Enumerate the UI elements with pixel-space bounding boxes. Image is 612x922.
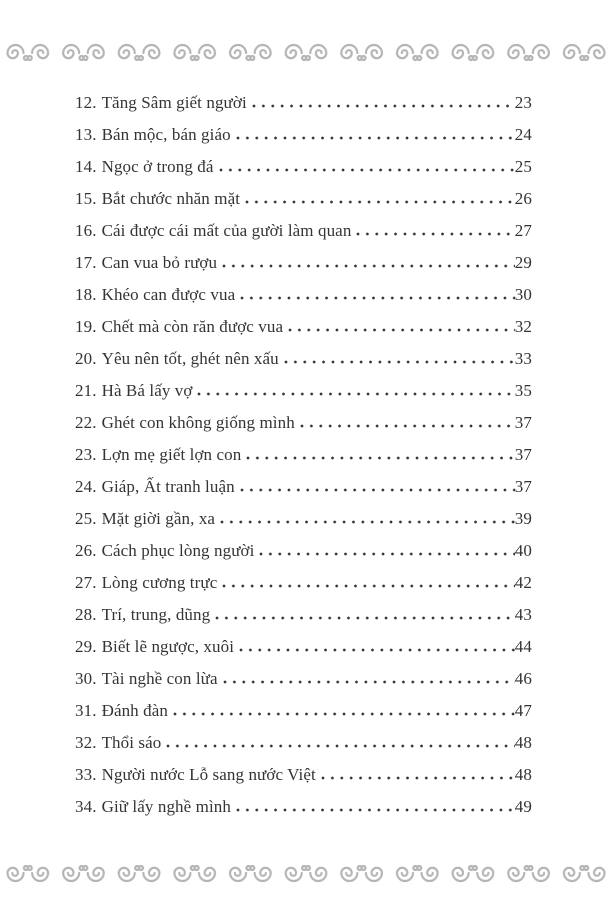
entry-number: 22.: [75, 413, 97, 432]
entry-title: Bán mộc, bán giáo: [101, 125, 231, 144]
toc-entry[interactable]: [75, 669, 532, 701]
dot-leader: [284, 360, 515, 364]
dot-leader: [223, 680, 515, 684]
dot-leader: [173, 712, 515, 716]
entry-title: Bắt chước nhăn mặt: [101, 189, 241, 208]
entry-title: Đánh đàn: [101, 701, 168, 720]
entry-page-number: 25: [514, 157, 532, 176]
entry-number: 30.: [75, 669, 97, 688]
dot-leader: [321, 776, 515, 780]
toc-entry[interactable]: [75, 221, 532, 253]
entry-title: Ngọc ở trong đá: [101, 157, 214, 176]
toc-entry[interactable]: [75, 509, 532, 541]
entry-title: Thổi sáo: [101, 733, 162, 752]
toc-entry[interactable]: [75, 573, 532, 605]
entry-page-number: 23: [514, 93, 532, 112]
entry-title: Yêu nên tốt, ghét nên xấu: [101, 349, 279, 368]
entry-number: 34.: [75, 797, 97, 816]
dot-leader: [236, 136, 515, 140]
toc-entry[interactable]: [75, 765, 532, 797]
entry-number: 33.: [75, 765, 97, 784]
dot-leader: [245, 200, 515, 204]
dot-leader: [239, 648, 515, 652]
entry-number: 13.: [75, 125, 97, 144]
toc-entry[interactable]: [75, 317, 532, 349]
toc-entry[interactable]: [75, 733, 532, 765]
entry-title: Cách phục lòng người: [101, 541, 255, 560]
entry-title: Trí, trung, dũng: [101, 605, 211, 624]
entry-number: 28.: [75, 605, 97, 624]
entry-number: 15.: [75, 189, 97, 208]
entry-page-number: 32: [514, 317, 532, 336]
entry-page-number: 37: [514, 413, 532, 432]
entry-number: 20.: [75, 349, 97, 368]
entry-page-number: 26: [514, 189, 532, 208]
entry-page-number: 27: [514, 221, 532, 240]
entry-number: 27.: [75, 573, 97, 592]
dot-leader: [222, 584, 514, 588]
entry-number: 26.: [75, 541, 97, 560]
entry-page-number: 39: [514, 509, 532, 528]
entry-page-number: 43: [514, 605, 532, 624]
dot-leader: [246, 456, 514, 460]
entry-title: Chết mà còn răn được vua: [101, 317, 284, 336]
entry-number: 16.: [75, 221, 97, 240]
ornamental-border-top: [0, 40, 612, 64]
entry-page-number: 37: [514, 445, 532, 464]
toc-entry[interactable]: [75, 637, 532, 669]
entry-number: 21.: [75, 381, 97, 400]
toc-entry[interactable]: [75, 541, 532, 573]
toc-entry[interactable]: [75, 701, 532, 733]
entry-title: Tăng Sâm giết người: [101, 93, 247, 112]
entry-page-number: 30: [514, 285, 532, 304]
dot-leader: [240, 488, 515, 492]
dot-leader: [300, 424, 515, 428]
toc-entry[interactable]: [75, 413, 532, 445]
entry-title: Giữ lấy nghề mình: [101, 797, 231, 816]
entry-number: 19.: [75, 317, 97, 336]
dot-leader: [197, 392, 514, 396]
toc-entry[interactable]: [75, 445, 532, 477]
toc-entry[interactable]: [75, 797, 532, 829]
toc-entry[interactable]: [75, 93, 532, 125]
entry-title: Cái được cái mất của gười làm quan: [101, 221, 352, 240]
entry-number: 18.: [75, 285, 97, 304]
dot-leader: [288, 328, 515, 332]
entry-title: Hà Bá lấy vợ: [101, 381, 193, 400]
toc-entry[interactable]: [75, 349, 532, 381]
entry-page-number: 24: [514, 125, 532, 144]
toc-entry[interactable]: [75, 285, 532, 317]
dot-leader: [215, 616, 515, 620]
entry-number: 17.: [75, 253, 97, 272]
entry-number: 25.: [75, 509, 97, 528]
toc-entry[interactable]: [75, 381, 532, 413]
entry-page-number: 33: [514, 349, 532, 368]
dot-leader: [220, 520, 515, 524]
entry-page-number: 35: [514, 381, 532, 400]
entry-title: Người nước Lỗ sang nước Việt: [101, 765, 316, 784]
entry-number: 31.: [75, 701, 97, 720]
entry-title: Biết lẽ ngược, xuôi: [101, 637, 235, 656]
dot-leader: [236, 808, 515, 812]
toc-entry[interactable]: [75, 477, 532, 509]
dot-leader: [252, 104, 515, 108]
entry-number: 23.: [75, 445, 97, 464]
entry-title: Giáp, Ất tranh luận: [101, 477, 235, 496]
entry-page-number: 47: [514, 701, 532, 720]
entry-title: Lợn mẹ giết lợn con: [101, 445, 242, 464]
entry-number: 29.: [75, 637, 97, 656]
entry-number: 12.: [75, 93, 97, 112]
dot-leader: [240, 296, 515, 300]
entry-page-number: 37: [514, 477, 532, 496]
entry-page-number: 44: [514, 637, 532, 656]
entry-title: Can vua bỏ rượu: [101, 253, 218, 272]
toc-entry[interactable]: [75, 605, 532, 637]
toc-list: [75, 93, 532, 829]
entry-page-number: 40: [514, 541, 532, 560]
dot-leader: [259, 552, 514, 556]
dot-leader: [356, 232, 514, 236]
entry-title: Khéo can được vua: [101, 285, 236, 304]
entry-title: Mặt giời gần, xa: [101, 509, 216, 528]
dot-leader: [219, 168, 515, 172]
entry-page-number: 46: [514, 669, 532, 688]
entry-page-number: 48: [514, 765, 532, 784]
toc-entry[interactable]: [75, 157, 532, 189]
entry-page-number: 49: [514, 797, 532, 816]
entry-title: Lòng cương trực: [101, 573, 218, 592]
entry-page-number: 42: [514, 573, 532, 592]
toc-entry[interactable]: [75, 125, 532, 157]
entry-title: Tài nghề con lừa: [101, 669, 218, 688]
dot-leader: [166, 744, 514, 748]
toc-entry[interactable]: [75, 253, 532, 285]
entry-page-number: 48: [514, 733, 532, 752]
entry-number: 14.: [75, 157, 97, 176]
dot-leader: [222, 264, 515, 268]
entry-number: 24.: [75, 477, 97, 496]
entry-title: Ghét con không giống mình: [101, 413, 295, 432]
ornamental-border-bottom: [0, 862, 612, 886]
entry-number: 32.: [75, 733, 97, 752]
toc-entry[interactable]: [75, 189, 532, 221]
entry-page-number: 29: [514, 253, 532, 272]
